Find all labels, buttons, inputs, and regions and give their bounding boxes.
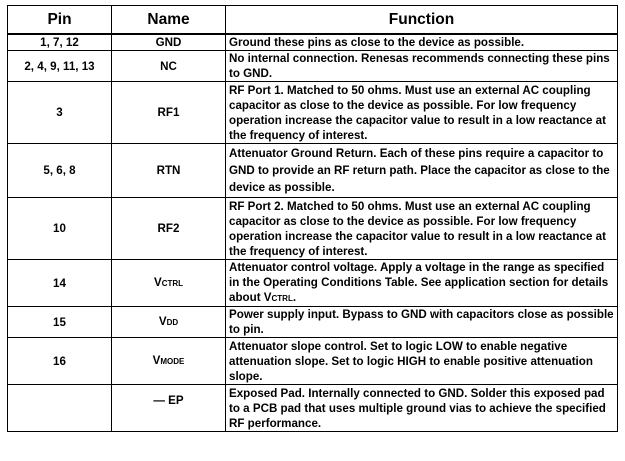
table-row [8,34,618,51]
table-row [8,307,618,338]
pin-cell: 5, 6, 8 [8,144,112,198]
name-main: V [158,315,167,328]
pin-cell: 1, 7, 12 [8,34,112,51]
table-row [8,82,618,144]
function-cell [226,260,618,307]
table-row [8,51,618,82]
pin-cell: 2, 4, 9, 11, 13 [8,51,112,82]
name-main: V [153,276,162,289]
function-text-end: . [292,291,297,304]
name-cell: RF1 [112,82,226,144]
pin-cell: 16 [8,338,112,385]
table-row [8,338,618,385]
name-main: V [152,354,161,367]
table-row [8,198,618,260]
pin-function-table [7,5,618,432]
header-name: Name [112,6,226,35]
name-cell: GND [112,34,226,51]
header-pin: Pin [8,6,112,35]
function-cell: Exposed Pad. Internally connected to GND. Solder this exposed pad to a PCB pad that uses multiple ground vias to achieve the specified RF performance. [226,385,618,432]
function-cell: Power supply input. Bypass to GND with capacitors close as possible to pin. [226,307,618,338]
function-subscript: CTRL [271,294,293,303]
function-cell: Attenuator Ground Return. Each of these pins require a capacitor to GND to provide an RF return path. Place the capacitor as close to the device as possible. [226,144,618,198]
function-cell: RF Port 2. Matched to 50 ohms. Must use an external AC coupling capacitor as close to the device as possible. For low frequency operation increase the capacitor value to result in a low reactance at the frequency of interest. [226,198,618,260]
name-cell: — EP [112,385,226,432]
header-row [8,6,618,35]
name-cell: NC [112,51,226,82]
table-row [8,385,618,432]
function-cell: RF Port 1. Matched to 50 ohms. Must use an external AC coupling capacitor as close to the device as possible. For low frequency operation increase the capacitor value to result in a low reactance at the frequency of interest. [226,82,618,144]
name-cell: RTN [112,144,226,198]
function-cell: Attenuator slope control. Set to logic LOW to enable negative attenuation slope. Set to logic HIGH to enable positive attenuation slope. [226,338,618,385]
function-cell: Ground these pins as close to the device as possible. [226,34,618,51]
name-cell [112,307,226,338]
table-row [8,260,618,307]
name-subscript: DD [166,318,179,327]
header-function: Function [226,6,618,35]
name-subscript: CTRL [161,279,184,288]
pin-cell: 3 [8,82,112,144]
function-cell: No internal connection. Renesas recommends connecting these pins to GND. [226,51,618,82]
pin-cell: 15 [8,307,112,338]
pin-cell: 10 [8,198,112,260]
table-row [8,144,618,198]
name-cell [112,338,226,385]
name-cell [112,260,226,307]
name-cell: RF2 [112,198,226,260]
name-subscript: MODE [160,357,185,366]
function-text: Attenuator control voltage. Apply a voltage in the range as specified in the Operating Conditions Table. See application section for details about V [229,261,609,304]
pin-cell: 14 [8,260,112,307]
pin-cell [8,385,112,432]
